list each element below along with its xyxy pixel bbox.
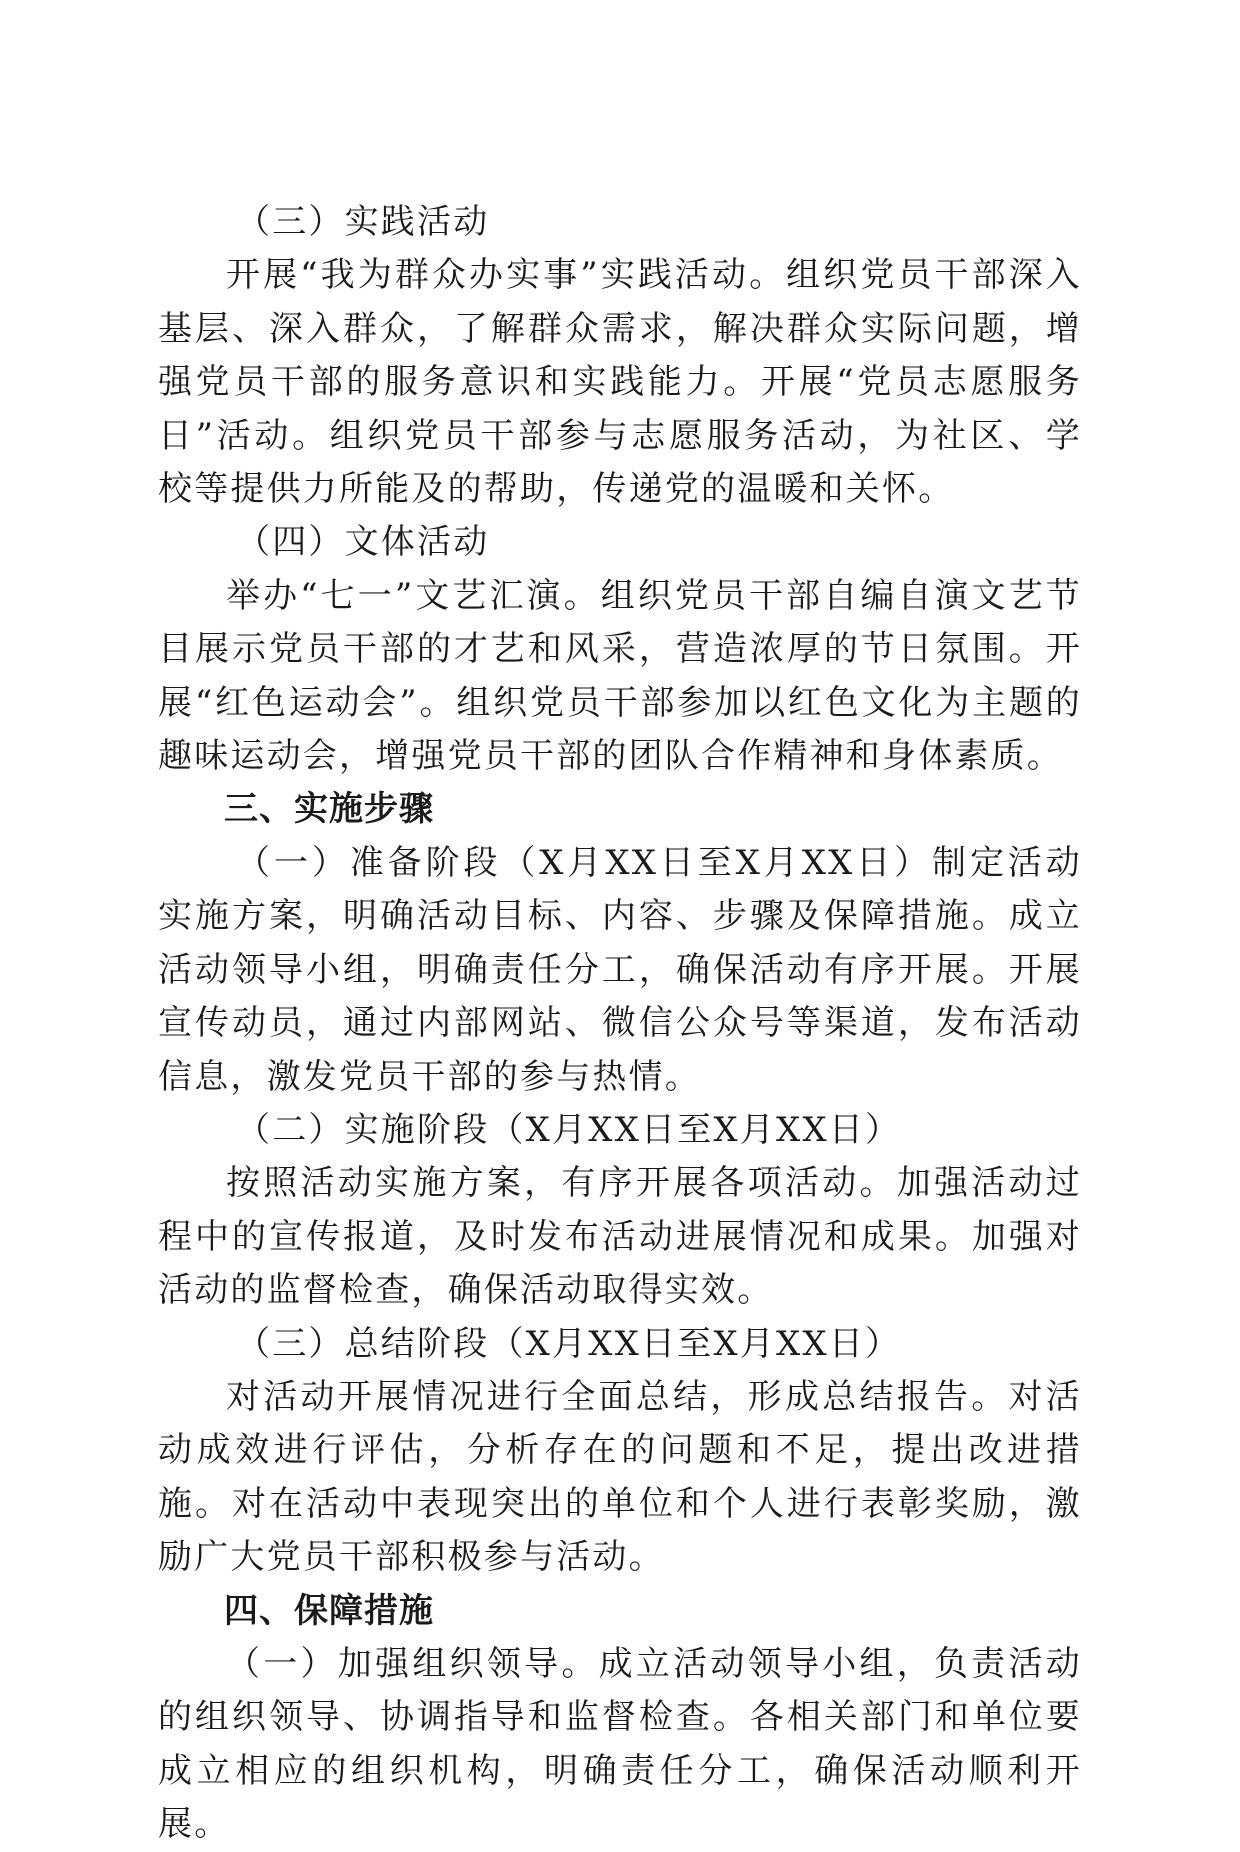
section-heading-safeguards: 四、保障措施 xyxy=(224,1590,434,1631)
subsection-title-culture-sports: （四）文体活动 xyxy=(236,522,490,563)
paragraph-implementation-stage: 按照活动实施方案，有序开展各项活动。加强活动过程中的宣传报道，及时发布活动进展情况和成果。加强对活动的监督检查，确保活动取得实效。 xyxy=(158,1163,1082,1311)
document-body xyxy=(158,196,1082,1852)
paragraph-summary-stage: 对活动开展情况进行全面总结，形成总结报告。对活动成效进行评估，分析存在的问题和不足，提出改进措施。对在活动中表现突出的单位和个人进行表彰奖励，激励广大党员干部积极参与活动。 xyxy=(158,1376,1082,1578)
subsection-title-implementation-stage: （二）实施阶段（X月XX日至X月XX日） xyxy=(236,1109,902,1150)
paragraph-culture-sports: 举办“七一”文艺汇演。组织党员干部自编自演文艺节目展示党员干部的才艺和风采，营造浓厚的节日氛围。开展“红色运动会”。组织党员干部参加以红色文化为主题的趣味运动会，增强党员干部的团队合作精神和身体素质。 xyxy=(158,575,1082,777)
paragraph-organization-leadership: （一）加强组织领导。成立活动领导小组，负责活动的组织领导、协调指导和监督检查。各相关部门和单位要成立相应的组织机构，明确责任分工，确保活动顺利开展。 xyxy=(158,1643,1082,1845)
paragraph-preparation-stage: （一）准备阶段（X月XX日至X月XX日）制定活动实施方案，明确活动目标、内容、步骤及保障措施。成立活动领导小组，明确责任分工，确保活动有序开展。开展宣传动员，通过内部网站、微信公众号等渠道，发布活动信息，激发党员干部的参与热情。 xyxy=(158,842,1082,1097)
subsection-title-summary-stage: （三）总结阶段（X月XX日至X月XX日） xyxy=(236,1323,902,1364)
subsection-title-practice: （三）实践活动 xyxy=(236,202,490,242)
section-heading-implementation: 三、实施步骤 xyxy=(224,789,434,830)
paragraph-practice: 开展“我为群众办实事”实践活动。组织党员干部深入基层、深入群众，了解群众需求，解决群众实际问题，增强党员干部的服务意识和实践能力。开展“党员志愿服务日”活动。组织党员干部参与志愿服务活动，为社区、学校等提供力所能及的帮助，传递党的温暖和关怀。 xyxy=(158,255,1082,510)
